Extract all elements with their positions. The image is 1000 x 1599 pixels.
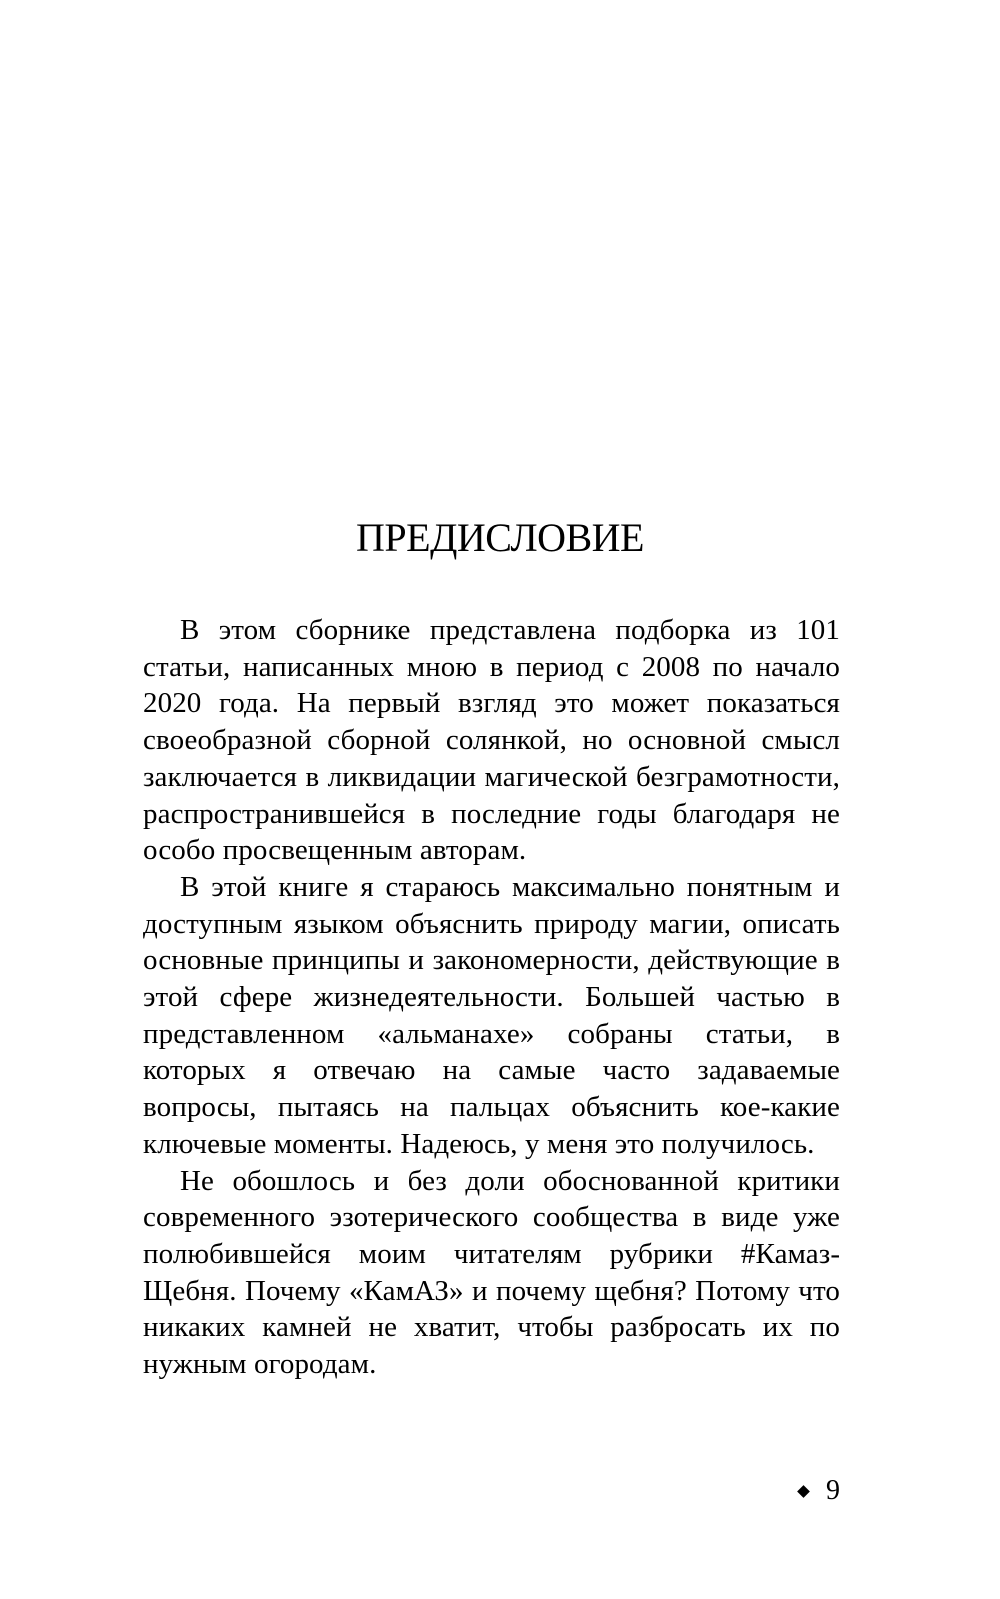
paragraph: Не обошлось и без доли обоснованной критики современного эзотерического сообщества в виде уже полюбившейся моим читателям рубрики #КамазЩебня. Почему «КамАЗ» и почему щебня? Потому что никаких камней не хватит, чтобы разбросать их по нужным огородам. <box>143 1164 840 1381</box>
paragraph: В этой книге я стараюсь максимально понятным и доступным языком объяснить природу магии, описать основные принципы и закономерности, действующие в этой сфере жизнедеятельности. Большей частью в представленном «альманахе» собраны статьи, в которых я отвечаю на самые часто задаваемые вопросы, пытаясь на пальцах объяснить кое-какие ключевые моменты. Надеюсь, у меня это получилось. <box>143 870 840 1160</box>
preface-body <box>143 612 840 1383</box>
page-footer <box>799 1475 840 1507</box>
paragraph: В этом сборнике представлена подборка из 101 статьи, написанных мною в период с 2008 по начало 2020 года. На первый взгляд это может показаться своеобразной сборной солянкой, но основной смысл заключается в ликвидации магической безграмотности, распространившейся в последние годы благодаря не особо просвещенным авторам. <box>143 614 840 867</box>
page-title: ПРЕДИСЛОВИЕ <box>356 515 644 560</box>
page-number: 9 <box>826 1475 840 1506</box>
diamond-icon <box>797 1485 810 1498</box>
